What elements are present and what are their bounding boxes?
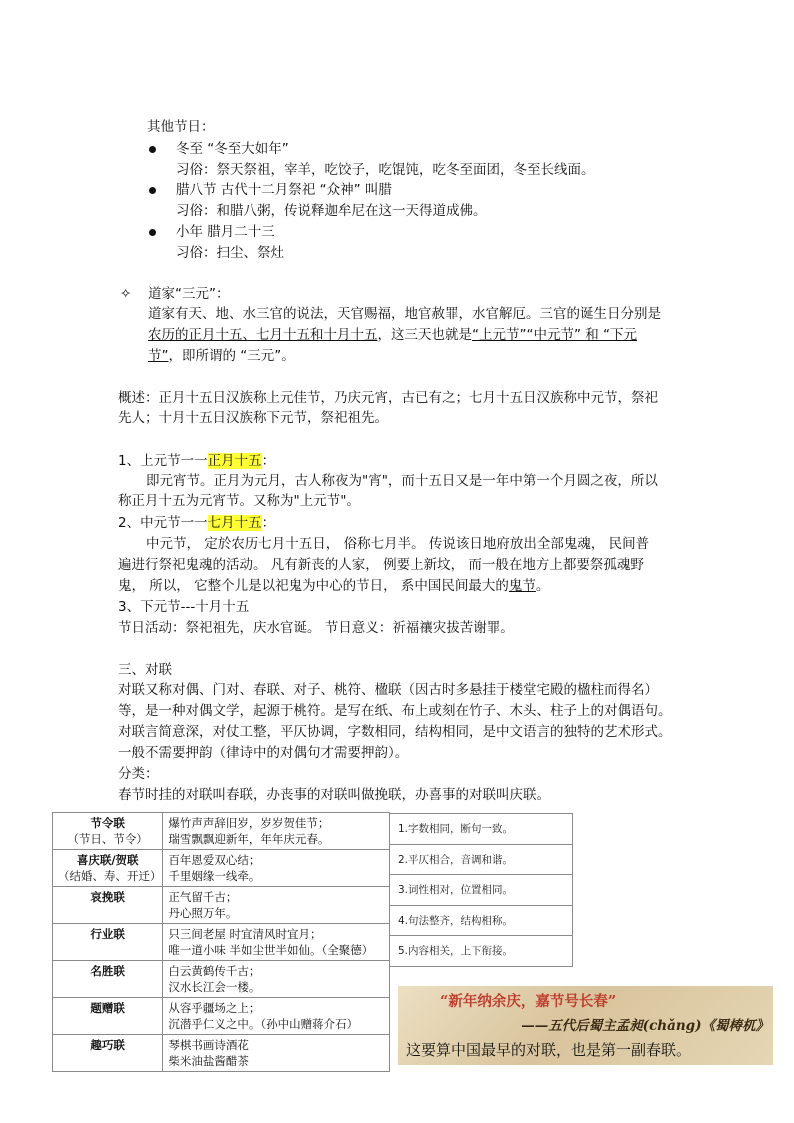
taoism-line-1: 道家有天、地、水三官的说法，天官赐福，地官赦罪，水官解厄。三官的诞生日分别是 [148, 306, 661, 322]
couplet-category: 行业联 [53, 924, 163, 961]
zhongyuan-line-3 [118, 577, 549, 595]
table-row [53, 1035, 390, 1072]
xiayuan-activity: 节日活动：祭祀祖先，庆水官诞。 节日意义：祈福禳灾拔苦谢罪。 [118, 620, 514, 636]
couplet-example: 琴棋书画诗酒花 柴米油盐酱醋茶 [163, 1035, 390, 1072]
taoism-line-2-mid: ，这三天也就是 [377, 327, 472, 343]
festival-laba-title: 腊八节 古代十二月祭祀 “众神” 叫腊 [176, 182, 392, 198]
taoism-line-3-underlined: 节” [148, 348, 169, 364]
couplet-example: 白云黄鹤传千古； 汉水长江会一楼。 [163, 961, 390, 998]
xiayuan-title: 3、下元节---十月十五 [118, 599, 250, 615]
table-row [53, 924, 390, 961]
couplet-example: 只三间老屋 时宜清风时宜月； 唯一道小味 半如尘世半如仙。（全聚德） [163, 924, 390, 961]
zhongyuan-title [118, 514, 275, 532]
bullet-icon [149, 229, 156, 236]
couplet-example: 正气留千古； 丹心照万年。 [163, 887, 390, 924]
couplet-example: 百年恩爱双心结； 千里姻缘一线牵。 [163, 850, 390, 887]
zhongyuan-title-suffix: ： [261, 515, 276, 531]
couplets-para-3: 对联言简意深，对仗工整，平仄协调，字数相同，结构相同，是中文语言的独特的艺术形式。 [118, 724, 672, 740]
table-row [390, 844, 573, 875]
shangyuan-title [118, 452, 275, 470]
couplet-category: 喜庆联/贺联 （结婚、寿、开迁） [53, 850, 163, 887]
table-row [390, 814, 573, 845]
ghost-festival-underlined: 鬼节 [508, 578, 536, 594]
zhongyuan-date-highlight: 七月十五 [207, 515, 262, 531]
bullet-icon [149, 146, 156, 153]
shangyuan-line-1: 即元宵节。正月为元月，古人称夜为"宵"，而十五日又是一年中第一个月圆之夜，所以 [146, 473, 658, 489]
shangyuan-line-2: 称正月十五为元宵节。又称为"上元节"。 [118, 493, 360, 509]
zhongyuan-line-2: 遍进行祭祀鬼魂的活动。 凡有新丧的人家， 例要上新坟， 而一般在地方上都要祭孤魂野 [118, 557, 644, 573]
shangyuan-date-highlight: 正月十五 [207, 453, 262, 469]
table-row [53, 813, 390, 850]
table-row [53, 961, 390, 998]
table-row [53, 850, 390, 887]
couplet-category: 节令联 （节日、节令） [53, 813, 163, 850]
couplet-category: 趣巧联 [53, 1035, 163, 1072]
classification-text: 春节时挂的对联叫春联，办丧事的对联叫做挽联，办喜事的对联叫庆联。 [118, 787, 550, 803]
zhongyuan-title-prefix: 2、中元节一一 [118, 515, 208, 531]
festival-winter-solstice-title: 冬至 “冬至大如年” [176, 141, 289, 157]
couplet-features-table [389, 813, 573, 967]
table-row [53, 998, 390, 1035]
festival-xiaonian-title: 小年 腊月二十三 [176, 224, 275, 240]
summary-line-1: 概述：正月十五日汉族称上元佳节，乃庆元宵，古已有之；七月十五日汉族称中元节，祭祀 [118, 390, 658, 406]
taoism-line-2 [148, 326, 637, 344]
table-row [53, 887, 390, 924]
bullet-icon [149, 187, 156, 194]
three-dates-underlined: 农历的正月十五、七月十五和十月十五 [148, 327, 378, 343]
first-couplet-calligraphy [398, 986, 773, 1065]
table-row [390, 936, 573, 967]
diamond-marker-icon: ✧ [120, 286, 132, 302]
couplet-category: 题赠联 [53, 998, 163, 1035]
feature-cell: 5.内容相关，上下衔接。 [390, 936, 573, 967]
festival-laba-custom: 习俗：和腊八粥，传说释迦牟尼在这一天得道成佛。 [176, 203, 487, 219]
couplets-para-4: 一般不需要押韵（律诗中的对偶句才需要押韵）。 [118, 745, 409, 761]
shangyuan-title-prefix: 1、上元节一一 [118, 453, 208, 469]
couplet-category: 哀挽联 [53, 887, 163, 924]
other-festivals-heading: 其他节日： [147, 119, 215, 135]
feature-cell: 4.句法整齐，结构相称。 [390, 905, 573, 936]
three-festivals-underlined: “上元节”“中元节” 和 “下元 [472, 327, 638, 343]
zhongyuan-line-1: 中元节， 定於农历七月十五日， 俗称七月半。 传说该日地府放出全部鬼魂， 民间普 [146, 536, 650, 552]
couplet-example: 爆竹声声辞旧岁，岁岁贺佳节； 瑞雪飘飘迎新年，年年庆元春。 [163, 813, 390, 850]
taoism-line-3-rest: ，即所谓的 “三元”。 [168, 348, 295, 364]
zhongyuan-line-3-text: 鬼， 所以， 它整个儿是以祀鬼为中心的节日， 系中国民间最大的 [118, 578, 509, 594]
first-couplet-source: ——五代后蜀主孟昶(chǎng)《蜀梼杌》 [521, 1018, 769, 1034]
feature-cell: 1.字数相同，断句一致。 [390, 814, 573, 845]
festival-xiaonian-custom: 习俗：扫尘、祭灶 [176, 245, 284, 261]
taoism-line-3 [148, 347, 295, 365]
couplet-example: 从容乎疆场之上； 沉潜乎仁义之中。（孙中山赠蒋介石） [163, 998, 390, 1035]
couplet-category: 名胜联 [53, 961, 163, 998]
first-couplet-text: “新年纳余庆，嘉节号长春” [440, 993, 617, 1010]
table-row [390, 905, 573, 936]
couplet-types-table [52, 812, 390, 1072]
first-couplet-note: 这要算中国最早的对联，也是第一副春联。 [406, 1041, 692, 1059]
classification-label: 分类： [118, 766, 159, 782]
couplets-para-2: 等，是一种对偶文学，起源于桃符。是写在纸、布上或刻在竹子、木头、柱子上的对偶语句。 [118, 703, 672, 719]
couplets-heading: 三、对联 [118, 662, 172, 678]
festival-winter-solstice-custom: 习俗：祭天祭祖，宰羊，吃饺子，吃馄饨，吃冬至面团，冬至长线面。 [176, 162, 595, 178]
couplets-para-1: 对联又称对偶、门对、春联、对子、桃符、楹联（因古时多悬挂于楼堂宅殿的楹柱而得名） [118, 682, 658, 698]
zhongyuan-line-3-end: 。 [535, 578, 550, 594]
shangyuan-title-suffix: ： [261, 453, 276, 469]
feature-cell: 3.词性相对，位置相同。 [390, 875, 573, 906]
taoism-heading: 道家“三元”： [148, 286, 230, 302]
summary-line-2: 先人；十月十五日汉族称下元节，祭祀祖先。 [118, 410, 388, 426]
feature-cell: 2.平仄相合，音调和谐。 [390, 844, 573, 875]
table-row [390, 875, 573, 906]
